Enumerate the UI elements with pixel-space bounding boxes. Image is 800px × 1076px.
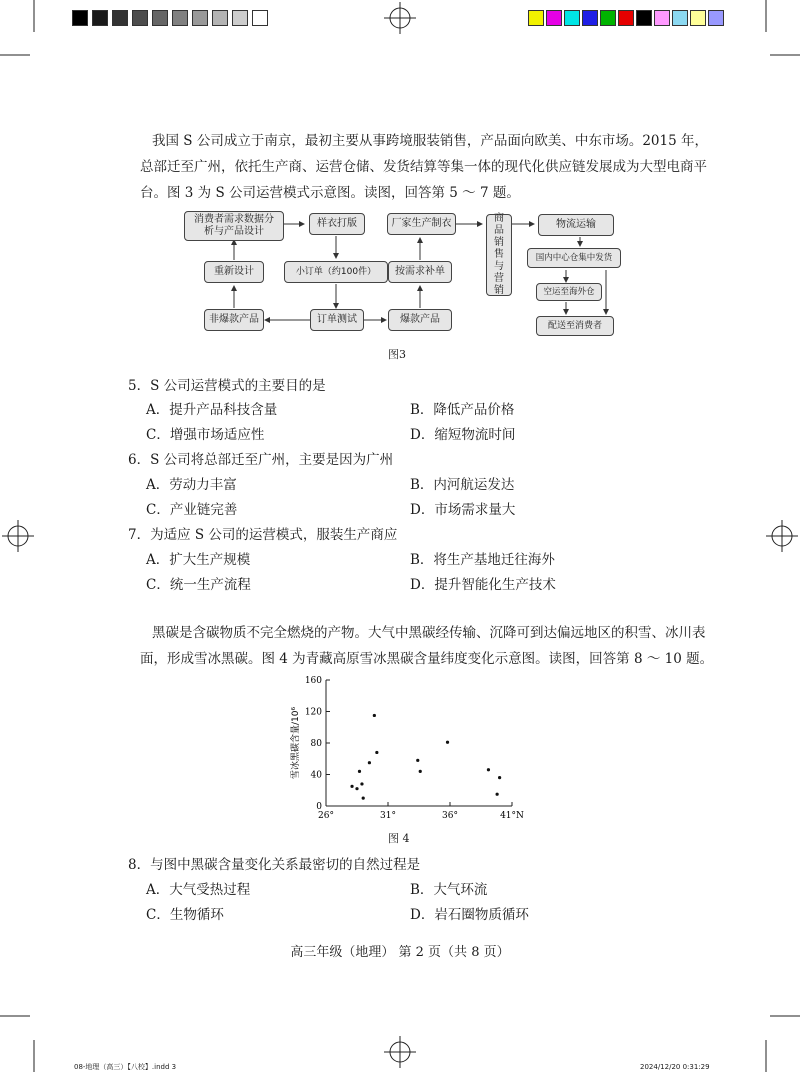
q5-option-a: A．提升产品科技含量 — [146, 402, 278, 418]
q6-option-a: A．劳动力丰富 — [146, 477, 237, 493]
data-point — [350, 785, 353, 788]
box-overseas — [536, 283, 602, 301]
q7-stem: 7．为适应 S 公司的运营模式，服装生产商应 — [128, 527, 398, 543]
box-non-hit — [204, 309, 264, 331]
box-sales-label: 商品销售与营销 — [494, 213, 504, 296]
page-footer: 高三年级（地理） 第 2 页（共 8 页） — [290, 945, 510, 960]
data-point — [416, 759, 419, 762]
q6-stem: 6．S 公司将总部迁至广州，主要是因为广州 — [128, 452, 394, 468]
black-carbon-scatter-chart — [280, 672, 524, 824]
box-order-test — [310, 309, 364, 331]
intro2-line2: 面，形成雪冰黑碳。图 4 为青藏高原雪冰黑碳含量纬度变化示意图。读图，回答第 8 ～ 10 题。 — [140, 651, 714, 667]
data-point — [498, 776, 501, 779]
file-name: 08-地理（高三）【八校】.indd 3 — [74, 1063, 177, 1071]
y-tick-label: 40 — [310, 770, 322, 781]
q7-option-d: D．提升智能化生产技术 — [410, 577, 556, 593]
q5-option-c: C．增强市场适应性 — [146, 427, 265, 443]
intro1-line1: 我国 S 公司成立于南京，最初主要从事跨境服装销售，产品面向欧美、中东市场。2015 年， — [152, 133, 708, 149]
q8-stem: 8．与图中黑碳含量变化关系最密切的自然过程是 — [128, 857, 421, 873]
box-overseas-label: 空运至海外仓 — [543, 287, 595, 297]
x-tick-label: 36° — [442, 811, 458, 821]
intro2-line1: 黑碳是含碳物质不完全燃烧的产物。大气中黑碳经传输、沉降可到达偏远地区的积雪、冰川表 — [152, 625, 706, 641]
y-tick-label: 80 — [310, 739, 322, 749]
box-delivery — [536, 316, 614, 336]
data-point — [496, 793, 499, 796]
y-axis-label: 雪冰黑碳含量/10⁶ — [291, 706, 301, 780]
box-domestic — [527, 248, 621, 268]
data-point — [362, 797, 365, 800]
q6-option-d: D．市场需求量大 — [410, 502, 516, 518]
x-tick-label: 26° — [318, 811, 334, 821]
box-small-order-label: 小订单（约100件） — [295, 267, 377, 277]
box-order-test-label: 订单测试 — [317, 314, 357, 325]
box-sample-label: 样衣打版 — [317, 218, 357, 229]
figure3-caption: 图3 — [388, 348, 406, 361]
box-restock — [388, 261, 452, 283]
box-sample — [309, 213, 365, 235]
box-non-hit-label: 非爆款产品 — [209, 314, 259, 325]
x-tick-label: 31° — [380, 811, 396, 821]
box-demand-analysis — [184, 211, 284, 241]
box-delivery-label: 配送至消费者 — [547, 321, 602, 331]
figure4-caption: 图 4 — [388, 832, 410, 845]
box-restock-label: 按需求补单 — [395, 266, 445, 277]
diagram-arrows — [0, 0, 800, 360]
q5-option-d: D．缩短物流时间 — [410, 427, 516, 443]
intro-paragraph-2 — [140, 620, 714, 672]
data-point — [355, 787, 358, 790]
x-tick-label: 41°N — [500, 811, 524, 821]
intro1-line3: 台。图 3 为 S 公司运营模式示意图。读图，回答第 5 ～ 7 题。 — [140, 185, 520, 201]
data-point — [446, 741, 449, 744]
q8-option-d: D．岩石圈物质循环 — [410, 907, 529, 923]
box-hit-label: 爆款产品 — [400, 314, 440, 325]
y-tick-label: 0 — [316, 802, 322, 812]
q5-stem: 5．S 公司运营模式的主要目的是 — [128, 378, 326, 394]
intro1-line2: 总部迁至广州，依托生产商、运营仓储、发货结算等集一体的现代化供应链发展成为大型电商平 — [140, 159, 707, 175]
box-domestic-label: 国内中心仓集中发货 — [535, 253, 613, 263]
box-redesign-label: 重新设计 — [214, 266, 254, 277]
q5-option-b: B．降低产品价格 — [410, 402, 515, 418]
data-point — [368, 761, 371, 764]
y-tick-label: 160 — [304, 676, 322, 686]
q7-option-b: B．将生产基地迁往海外 — [410, 552, 555, 568]
q7-option-c: C．统一生产流程 — [146, 577, 251, 593]
box-small-order — [284, 261, 388, 283]
q8-option-b: B．大气环流 — [410, 882, 488, 898]
box-sales — [486, 214, 512, 296]
box-factory-label: 厂家生产制衣 — [391, 218, 452, 229]
data-point — [358, 770, 361, 773]
q8-option-a: A．大气受热过程 — [146, 882, 251, 898]
print-timestamp: 2024/12/20 0:31:29 — [640, 1063, 710, 1071]
data-point — [373, 714, 376, 717]
q8-option-c: C．生物循环 — [146, 907, 224, 923]
box-hit — [388, 309, 452, 331]
box-redesign — [204, 261, 264, 283]
data-point — [487, 768, 490, 771]
q6-option-b: B．内河航运发达 — [410, 477, 515, 493]
q6-option-c: C．产业链完善 — [146, 502, 238, 518]
data-point — [375, 751, 378, 754]
y-tick-label: 120 — [304, 707, 322, 718]
data-point — [419, 770, 422, 773]
box-logistics-label: 物流运输 — [556, 219, 596, 230]
data-point — [360, 782, 363, 785]
box-factory — [387, 213, 456, 235]
q7-option-a: A．扩大生产规模 — [146, 552, 251, 568]
box-demand-label: 消费者需求数据分析与产品设计 — [194, 214, 274, 237]
box-logistics — [538, 214, 614, 236]
